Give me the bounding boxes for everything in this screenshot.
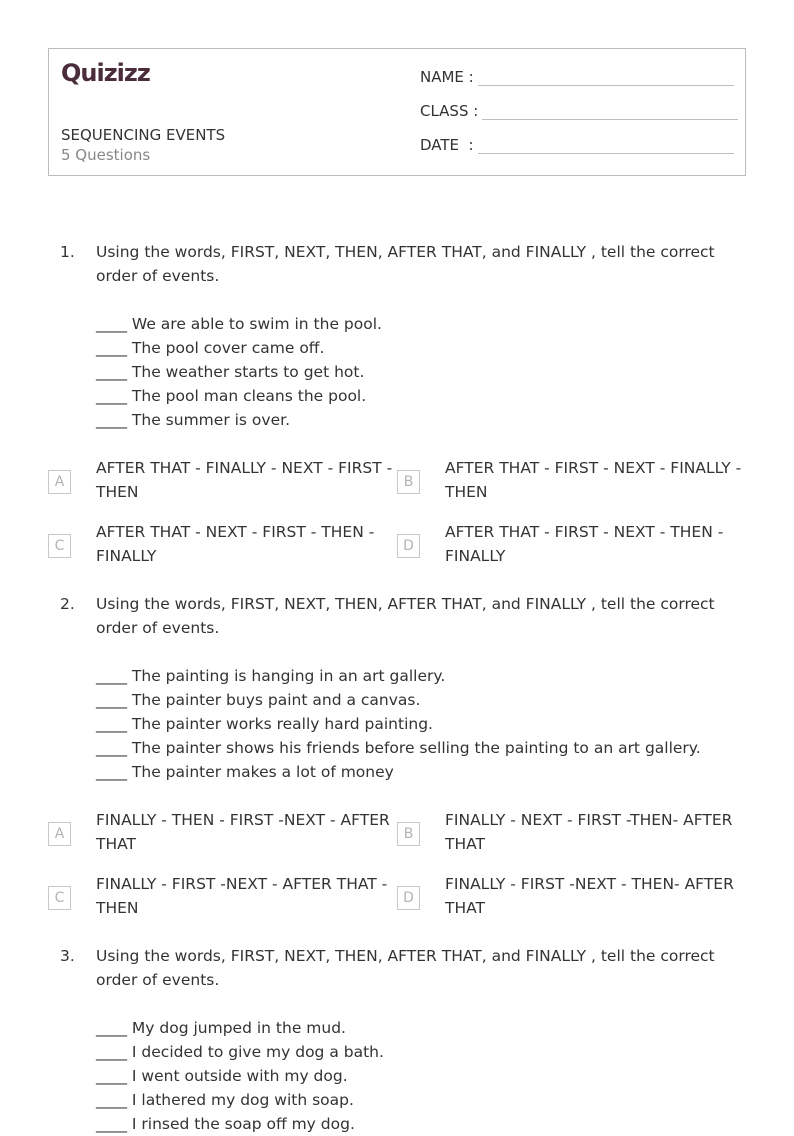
option-letter-box: A: [48, 822, 71, 846]
sequence-line: ____ The painter works really hard painting.: [96, 715, 433, 733]
sequence-line: ____ The pool man cleans the pool.: [96, 387, 367, 405]
date-label: DATE :: [420, 136, 474, 154]
sequence-list: [96, 1016, 741, 1136]
name-blank-line: [478, 74, 734, 86]
option-letter-box: D: [397, 886, 420, 910]
worksheet-title: SEQUENCING EVENTS: [61, 126, 226, 144]
option-letter-box: C: [48, 886, 71, 910]
option-text: FINALLY - FIRST -NEXT - AFTER THAT - THEN: [96, 875, 388, 917]
sequence-line: ____ The painter makes a lot of money: [96, 763, 394, 781]
sequence-list: [96, 312, 741, 432]
option-text: AFTER THAT - FINALLY - NEXT - FIRST - THEN: [96, 459, 393, 501]
date-blank-line: [478, 142, 734, 154]
option-letter-box: C: [48, 534, 71, 558]
sequence-line: ____ We are able to swim in the pool.: [96, 315, 382, 333]
sequence-line: ____ The painter buys paint and a canvas.: [96, 691, 421, 709]
sequence-line: ____ The painting is hanging in an art gallery.: [96, 667, 446, 685]
question-prompt: Using the words, FIRST, NEXT, THEN, AFTER THAT, and FINALLY , tell the correct order of events.: [96, 243, 715, 285]
option-text: FINALLY - FIRST -NEXT - THEN- AFTER THAT: [445, 875, 734, 917]
question-number: 1.: [60, 243, 75, 261]
sequence-line: ____ I lathered my dog with soap.: [96, 1091, 354, 1109]
sequence-line: ____ I decided to give my dog a bath.: [96, 1043, 384, 1061]
name-label: NAME :: [420, 68, 474, 86]
option-text: AFTER THAT - FIRST - NEXT - THEN - FINALLY: [445, 523, 724, 565]
sequence-line: ____ The weather starts to get hot.: [96, 363, 365, 381]
class-label: CLASS :: [420, 102, 479, 120]
option-letter-box: D: [397, 534, 420, 558]
option-letter-box: A: [48, 470, 71, 494]
sequence-line: ____ I rinsed the soap off my dog.: [96, 1115, 355, 1133]
worksheet-header: [48, 48, 746, 176]
quizizz-logo: Quizizz: [61, 59, 150, 87]
sequence-line: ____ The painter shows his friends before selling the painting to an art gallery.: [96, 739, 701, 757]
question-count: 5 Questions: [61, 146, 151, 164]
sequence-line: ____ The pool cover came off.: [96, 339, 325, 357]
sequence-line: ____ My dog jumped in the mud.: [96, 1019, 346, 1037]
name-field: [420, 68, 734, 86]
option-text: FINALLY - NEXT - FIRST -THEN- AFTER THAT: [445, 811, 733, 853]
option-letter-box: B: [397, 470, 420, 494]
class-field: [420, 102, 738, 120]
sequence-line: ____ The summer is over.: [96, 411, 290, 429]
option-text: FINALLY - THEN - FIRST -NEXT - AFTER THAT: [96, 811, 390, 853]
date-field: [420, 136, 734, 154]
class-blank-line: [482, 108, 738, 120]
sequence-line: ____ I went outside with my dog.: [96, 1067, 348, 1085]
question-number: 3.: [60, 947, 75, 965]
question-prompt: Using the words, FIRST, NEXT, THEN, AFTER THAT, and FINALLY , tell the correct order of events.: [96, 595, 715, 637]
option-letter-box: B: [397, 822, 420, 846]
option-text: AFTER THAT - FIRST - NEXT - FINALLY - THEN: [445, 459, 742, 501]
question-prompt: Using the words, FIRST, NEXT, THEN, AFTER THAT, and FINALLY , tell the correct order of events.: [96, 947, 715, 989]
sequence-list: [96, 664, 741, 784]
question-number: 2.: [60, 595, 75, 613]
option-text: AFTER THAT - NEXT - FIRST - THEN - FINALLY: [96, 523, 375, 565]
